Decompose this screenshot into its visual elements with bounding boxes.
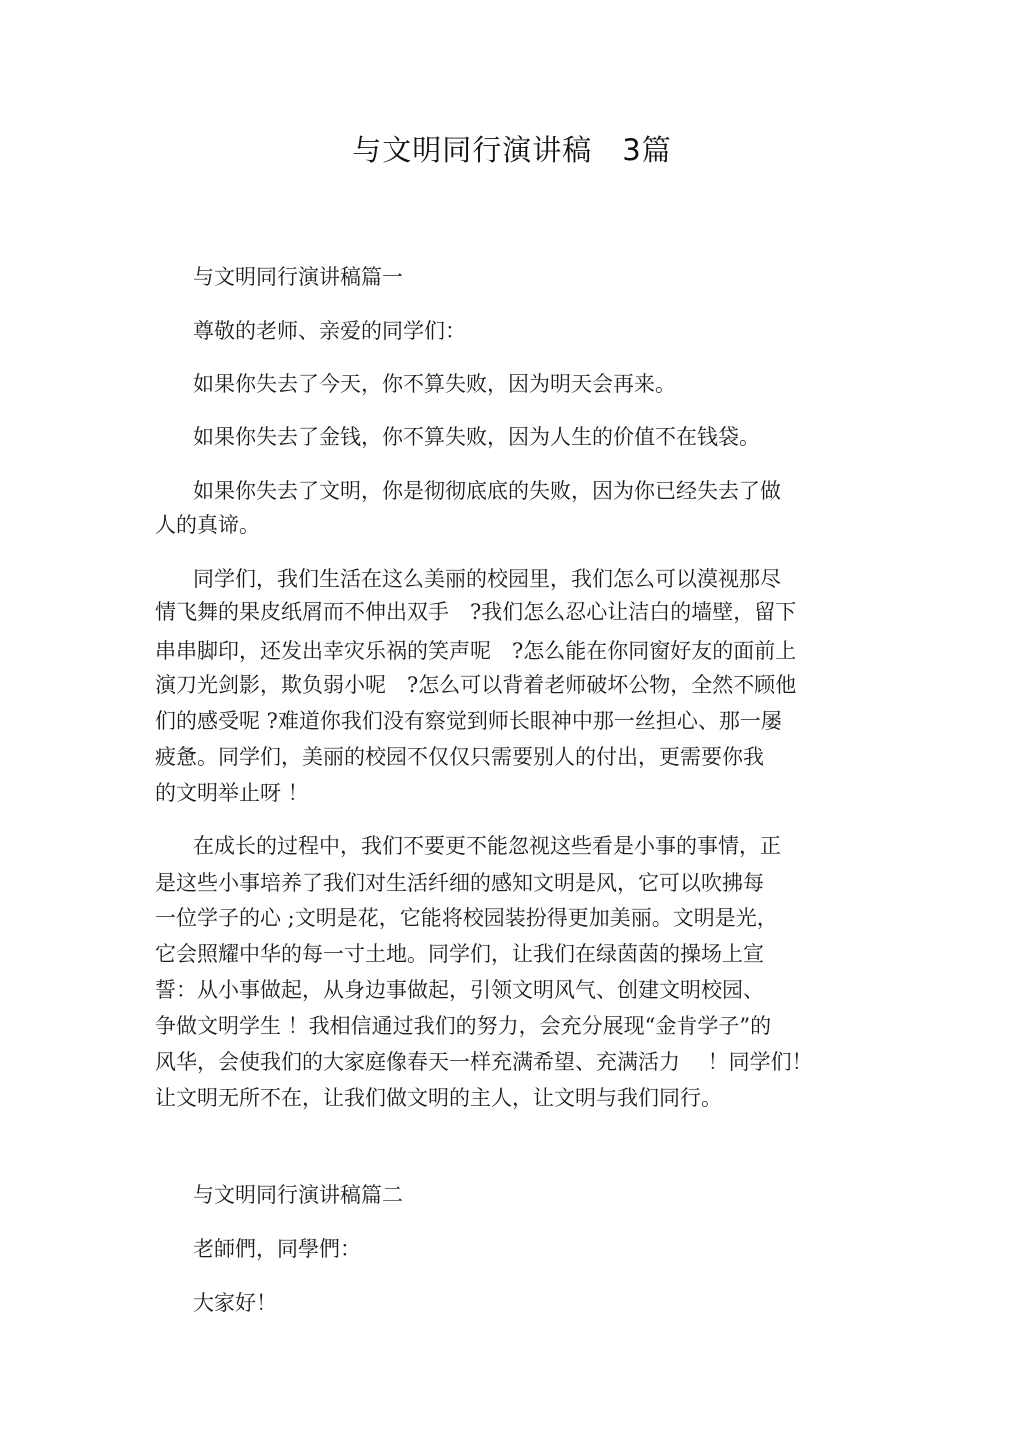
paragraph-5-line: 它会照耀中华的每一寸土地。同学们，让我们在绿茵茵的操场上宣 <box>155 942 764 966</box>
paragraph-greeting: 大家好！ <box>193 1291 277 1315</box>
document-title: 与文明同行演讲稿 3篇 <box>352 133 672 167</box>
paragraph-5-line: 誓：从小事做起，从身边事做起，引领文明风气、创建文明校园、 <box>155 978 764 1002</box>
paragraph-5-line: 争做文明学生 ！我相信通过我们的努力，会充分展现“金肯学子”的 <box>155 1014 772 1038</box>
paragraph-4-line: 疲惫。同学们，美丽的校园不仅仅只需要别人的付出，更需要你我 <box>155 745 764 769</box>
paragraph-5-line: 让文明无所不在，让我们做文明的主人，让文明与我们同行。 <box>155 1086 722 1110</box>
paragraph-4-line: 们的感受呢 ?难道你我们没有察觉到师长眼神中那一丝担心、那一屡 <box>155 709 782 733</box>
paragraph-3-line: 如果你失去了文明，你是彻彻底底的失败，因为你已经失去了做 <box>193 479 781 503</box>
paragraph-4-line: 同学们，我们生活在这么美丽的校园里，我们怎么可以漠视那尽 <box>193 567 781 591</box>
greeting: 尊敬的老师、亲爱的同学们： <box>193 319 466 343</box>
paragraph-1: 如果你失去了今天，你不算失败，因为明天会再来。 <box>193 372 676 396</box>
paragraph-5-line: 一位学子的心 ;文明是花，它能将校园装扮得更加美丽。文明是光， <box>155 906 778 930</box>
paragraph-3-line: 人的真谛。 <box>155 513 260 537</box>
paragraph-5-line: 在成长的过程中，我们不要更不能忽视这些看是小事的事情，正 <box>193 834 781 858</box>
paragraph-4-line: 情飞舞的果皮纸屑而不伸出双手 ?我们怎么忍心让洁白的墙壁，留下 <box>155 600 797 624</box>
paragraph-2: 如果你失去了金钱，你不算失败，因为人生的价值不在钱袋。 <box>193 425 760 449</box>
paragraph-4-line: 的文明举止呀 ！ <box>155 781 309 805</box>
paragraph-5-line: 风华，会使我们的大家庭像春天一样充满希望、充满活力 ！同学们！ <box>155 1050 813 1074</box>
greeting-2: 老師們，同學們： <box>193 1237 361 1261</box>
section-heading-1: 与文明同行演讲稿篇一 <box>193 265 403 289</box>
section-heading-2: 与文明同行演讲稿篇二 <box>193 1183 403 1207</box>
paragraph-4-line: 演刀光剑影，欺负弱小呢 ?怎么可以背着老师破坏公物，全然不顾他 <box>155 673 797 697</box>
paragraph-5-line: 是这些小事培养了我们对生活纤细的感知文明是风，它可以吹拂每 <box>155 871 764 895</box>
paragraph-4-line: 串串脚印，还发出幸灾乐祸的笑声呢 ?怎么能在你同窗好友的面前上 <box>155 639 797 663</box>
